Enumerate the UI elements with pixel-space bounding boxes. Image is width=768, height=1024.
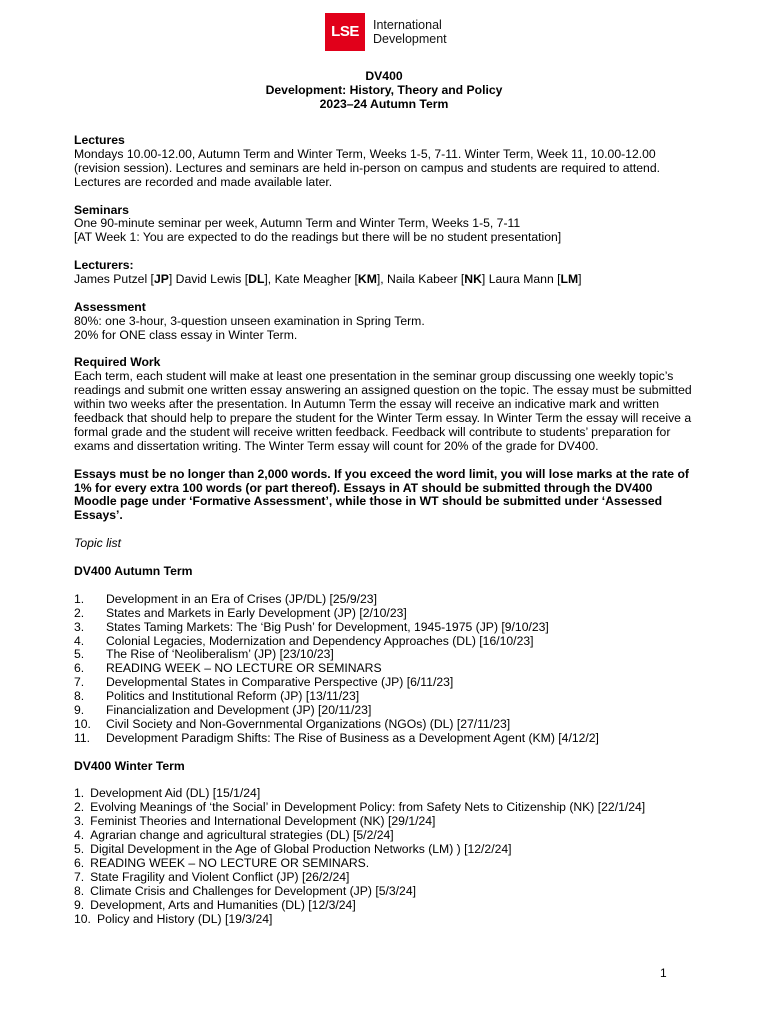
lecturer-name: Laura Mann: [488, 272, 554, 287]
lecturers-heading: Lecturers:: [74, 258, 134, 273]
list-item: [74, 676, 694, 690]
list-item-number: 7.: [74, 675, 85, 690]
required-work-heading: Required Work: [74, 355, 161, 370]
essay-rule-text: Essays must be no longer than 2,000 words. If you exceed the word limit, you will lose marks at the rate of 1% for every extra 100 words (or part thereof). Essays in AT should be submitted through the DV400 Moodle page under ‘Formative Assessment’, while those in WT should be submitted under ‘Assessed Essays’.: [74, 466, 689, 523]
required-work-section: [74, 356, 694, 453]
list-item: [74, 843, 694, 857]
list-item-text: Developmental States in Comparative Perspective (JP) [6/11/23]: [106, 675, 454, 690]
list-item-number: 7.: [74, 869, 85, 884]
list-item: [74, 899, 694, 913]
lse-logo: [325, 13, 447, 51]
list-item-number: 3.: [74, 814, 85, 829]
list-item-number: 6.: [74, 855, 85, 870]
lecturers-list: James Putzel [JP] David Lewis [DL], Kate Meagher [KM], Naila Kabeer [NK] Laura Mann [LM]: [74, 272, 582, 287]
spacer: [74, 579, 694, 593]
list-item-number: 1.: [74, 786, 85, 801]
lectures-heading: Lectures: [74, 133, 125, 147]
list-item-text: Policy and History (DL) [19/3/24]: [96, 911, 273, 926]
list-item: [74, 718, 694, 732]
document-body: [74, 134, 694, 927]
assessment-line-1: 80%: one 3-hour, 3-question unseen examination in Spring Term.: [74, 313, 425, 328]
page-number: 1: [660, 966, 667, 980]
list-item-text: States Taming Markets: The ‘Big Push’ for Development, 1945-1975 (JP) [9/10/23]: [106, 619, 549, 634]
assessment-line-2: 20% for ONE class essay in Winter Term.: [74, 327, 298, 342]
term-label: 2023–24 Autumn Term: [319, 96, 449, 111]
assessment-section: [74, 301, 694, 343]
list-item-text: Financialization and Development (JP) [20/11/23]: [106, 703, 372, 718]
lecturer-name: Naila Kabeer: [387, 272, 458, 287]
list-item: [74, 801, 694, 815]
lse-logo-text: [373, 18, 447, 46]
list-item: [74, 662, 694, 676]
required-work-text: Each term, each student will make at least one presentation in the seminar group discussing one weekly topic’s readings and submit one written essay answering an assigned question on the topic. The essay must be submitted within two weeks after the presentation. In Autumn Term the essay will receive an indicative mark and written feedback that should help to prepare the student for the Winter Term essay. In Winter Term the essay will receive a formal grade and the student will receive written feedback. Feedback will contribute to students’ preparation for exams and dissertation writing. The Winter Term essay will count for 20% of the grade for DV400.: [74, 369, 692, 453]
list-item-number: 2.: [74, 605, 85, 620]
course-title: Development: History, Theory and Policy: [265, 82, 503, 97]
list-item-number: 9.: [74, 703, 85, 718]
lectures-section: [74, 134, 694, 190]
seminars-line-1: One 90-minute seminar per week, Autumn Term and Winter Term, Weeks 1-5, 7-11: [74, 216, 521, 231]
list-item: [74, 607, 694, 621]
list-item-number: 2.: [74, 800, 85, 815]
list-item-number: 9.: [74, 897, 85, 912]
logo-line-2: Development: [373, 32, 447, 46]
autumn-term-heading: DV400 Autumn Term: [74, 563, 193, 578]
list-item-text: Colonial Legacies, Modernization and Dependency Approaches (DL) [16/10/23]: [106, 633, 534, 648]
essay-rule-section: [74, 468, 694, 524]
lecturer-code: KM: [357, 272, 377, 287]
topic-list-label: Topic list: [74, 536, 121, 551]
list-item-text: Development Paradigm Shifts: The Rise of Business as a Development Agent (KM) [4/12/2]: [106, 730, 599, 745]
topic-list-label-section: [74, 537, 694, 551]
autumn-topic-list: [74, 593, 694, 746]
document-title-block: [0, 70, 768, 112]
list-item-number: 10.: [74, 911, 91, 926]
list-item-number: 10.: [74, 716, 91, 731]
lectures-text: Mondays 10.00-12.00, Autumn Term and Winter Term, Weeks 1-5, 7-11. Winter Term, Week 11, 10.00-12.00 (revision session). Lectures and seminars are held in-person on campus and students are required to attend. Lectures are recorded and made available later.: [74, 146, 660, 189]
list-item: [74, 704, 694, 718]
logo-line-1: International: [373, 18, 442, 32]
list-item-text: Development Aid (DL) [15/1/24]: [90, 786, 261, 801]
list-item: [74, 648, 694, 662]
lecturer-code: LM: [560, 272, 579, 287]
list-item-text: States and Markets in Early Development (JP) [2/10/23]: [106, 605, 407, 620]
list-item: [74, 635, 694, 649]
assessment-heading: Assessment: [74, 299, 146, 314]
list-item-text: The Rise of ‘Neoliberalism’ (JP) [23/10/23]: [106, 647, 334, 662]
list-item: [74, 690, 694, 704]
list-item-number: 11.: [74, 730, 91, 745]
lecturer-code: DL: [248, 272, 265, 287]
list-item: [74, 829, 694, 843]
list-item-text: READING WEEK – NO LECTURE OR SEMINARS: [106, 661, 382, 676]
course-code: DV400: [365, 69, 403, 83]
list-item-text: Evolving Meanings of ‘the Social’ in Development Policy: from Safety Nets to Citizenship (NK) [22/1/24]: [90, 800, 646, 815]
list-item-number: 1.: [74, 591, 85, 606]
list-item: [74, 787, 694, 801]
lecturer-name: Kate Meagher: [274, 272, 352, 287]
list-item-number: 4.: [74, 633, 85, 648]
list-item-number: 3.: [74, 619, 85, 634]
lse-logo-mark: LSE: [325, 13, 365, 51]
seminars-heading: Seminars: [74, 202, 129, 217]
list-item-text: Development in an Era of Crises (JP/DL) [25/9/23]: [106, 591, 377, 606]
list-item-number: 5.: [74, 842, 85, 857]
winter-term-heading: DV400 Winter Term: [74, 758, 185, 773]
list-item: [74, 593, 694, 607]
list-item-number: 5.: [74, 647, 85, 662]
list-item: [74, 871, 694, 885]
list-item-text: READING WEEK – NO LECTURE OR SEMINARS.: [90, 855, 370, 870]
spacer: [74, 746, 694, 760]
list-item-number: 6.: [74, 661, 85, 676]
seminars-line-2: [AT Week 1: You are expected to do the readings but there will be no student presentation]: [74, 230, 562, 245]
list-item: [74, 857, 694, 871]
list-item-number: 8.: [74, 689, 85, 704]
list-item: [74, 621, 694, 635]
list-item: [74, 815, 694, 829]
spacer: [74, 774, 694, 788]
list-item-number: 8.: [74, 883, 85, 898]
lecturer-name: David Lewis: [175, 272, 242, 287]
list-item-number: 4.: [74, 828, 85, 843]
lecturer-name: James Putzel: [74, 272, 148, 287]
winter-topic-list: [74, 787, 694, 926]
lecturer-code: NK: [464, 272, 482, 287]
list-item-text: Agrarian change and agricultural strategies (DL) [5/2/24]: [90, 828, 394, 843]
list-item-text: Climate Crisis and Challenges for Development (JP) [5/3/24]: [90, 883, 416, 898]
list-item-text: Digital Development in the Age of Global Production Networks (LM) ) [12/2/24]: [90, 842, 512, 857]
list-item: [74, 913, 694, 927]
list-item-text: State Fragility and Violent Conflict (JP) [26/2/24]: [90, 869, 350, 884]
list-item-text: Feminist Theories and International Development (NK) [29/1/24]: [90, 814, 436, 829]
list-item-text: Civil Society and Non-Governmental Organizations (NGOs) (DL) [27/11/23]: [106, 716, 511, 731]
list-item-text: Development, Arts and Humanities (DL) [12/3/24]: [90, 897, 356, 912]
lecturer-code: JP: [153, 272, 169, 287]
list-item-text: Politics and Institutional Reform (JP) [13/11/23]: [106, 689, 360, 704]
list-item: [74, 885, 694, 899]
lecturers-section: [74, 259, 694, 287]
seminars-section: [74, 204, 694, 246]
list-item: [74, 732, 694, 746]
